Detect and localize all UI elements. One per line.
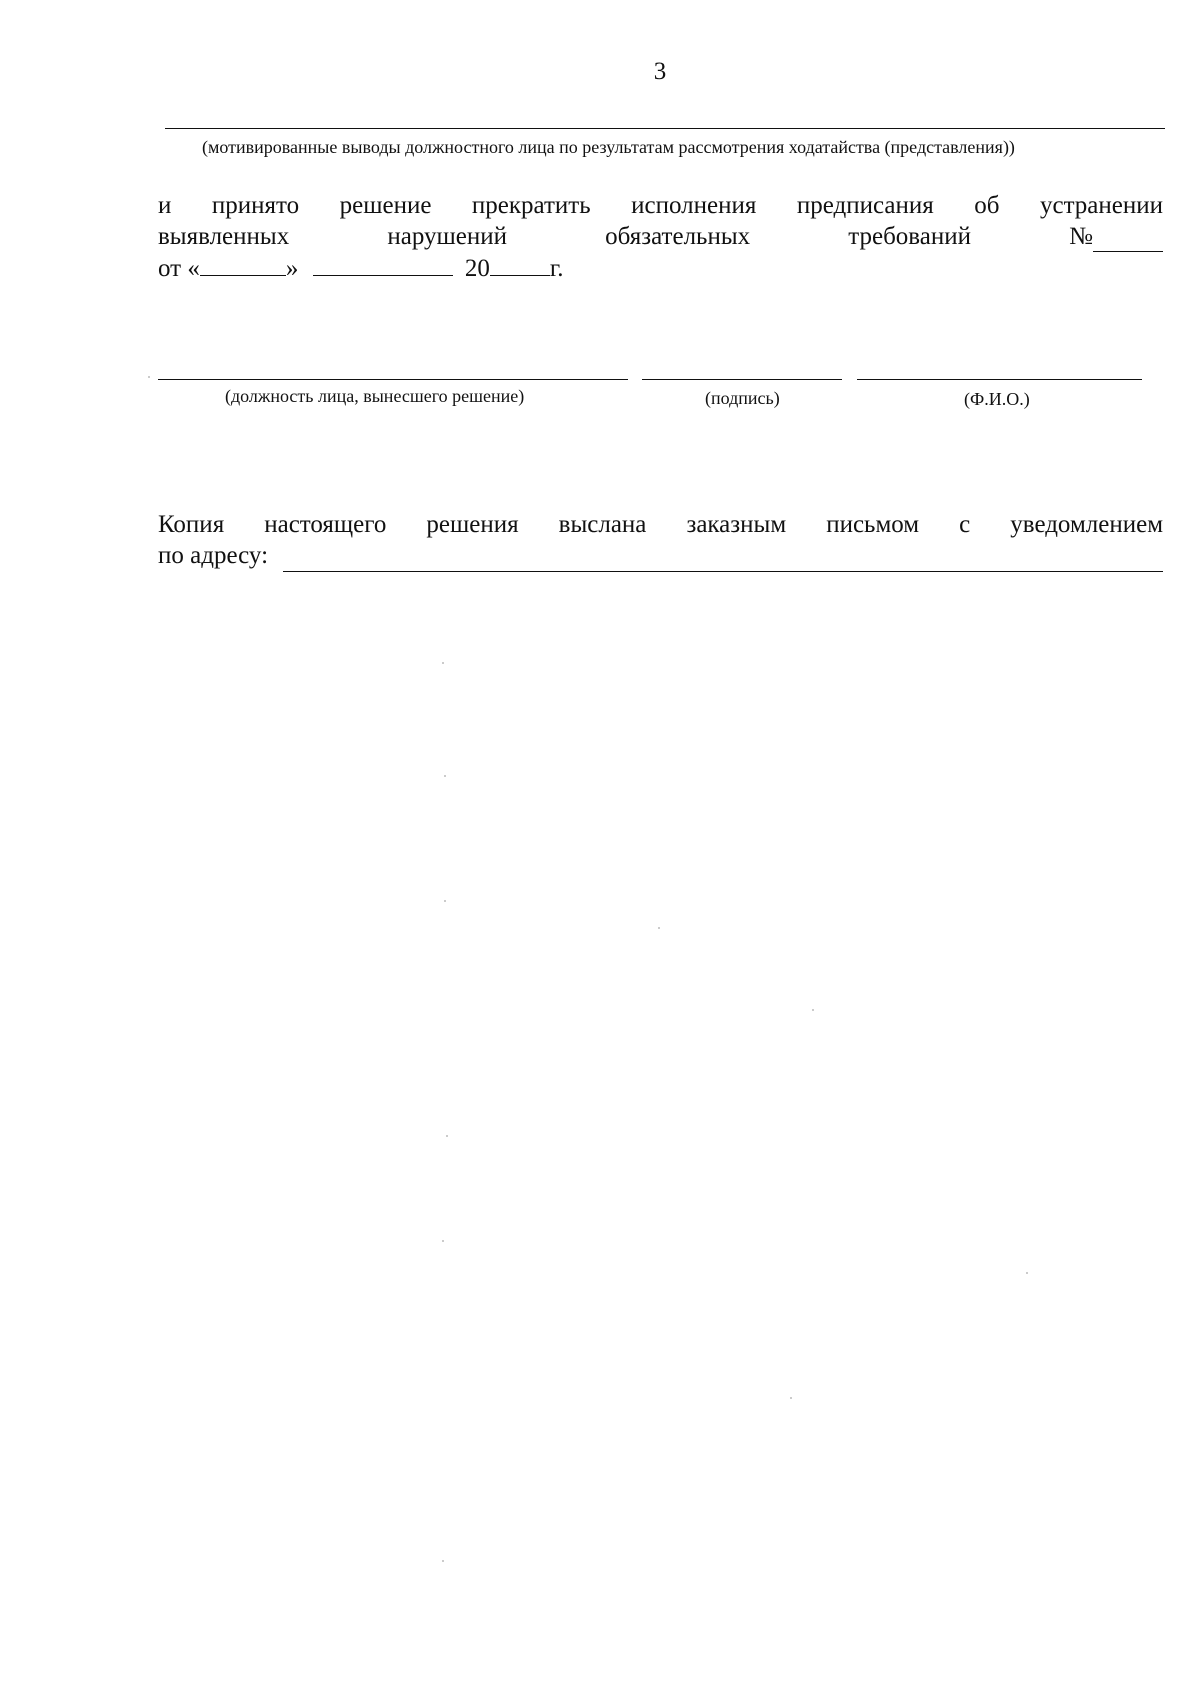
date-year-prefix: 20: [464, 255, 490, 282]
decision-word: решение: [339, 192, 432, 219]
date-prefix: от «: [158, 255, 200, 282]
copy-word: Копия: [158, 511, 225, 538]
decision-word: предписания: [796, 192, 934, 219]
prescription-number-field[interactable]: [1093, 229, 1163, 252]
address-field[interactable]: [283, 549, 1163, 572]
scan-speck: [812, 1009, 814, 1011]
conclusions-caption: (мотивированные выводы должностного лица по результатам рассмотрения ходатайства (представления)): [202, 137, 1015, 157]
date-year-suffix: г.: [549, 255, 564, 282]
position-fill-line[interactable]: [158, 379, 628, 380]
date-month-field[interactable]: [313, 253, 453, 276]
page-number: 3: [653, 58, 667, 85]
scan-speck: [444, 775, 446, 777]
decision-word: обязательных: [605, 223, 751, 250]
scan-speck: [444, 900, 446, 902]
date-quote-close: »: [285, 255, 299, 282]
scan-speck: [1026, 1272, 1028, 1274]
decision-word: об: [974, 192, 1000, 219]
number-sign: №: [1069, 223, 1093, 250]
decision-word: исполнения: [631, 192, 757, 219]
decision-word: устранении: [1039, 192, 1163, 219]
decision-word: нарушений: [387, 223, 507, 250]
copy-word: уведомлением: [1010, 511, 1163, 538]
decision-word: принято: [211, 192, 300, 219]
scan-speck: [442, 1560, 444, 1562]
copy-word: заказным: [686, 511, 787, 538]
name-caption: (Ф.И.О.): [964, 389, 1030, 409]
scan-speck: [790, 1397, 792, 1399]
position-caption: (должность лица, вынесшего решение): [225, 386, 525, 406]
decision-word: выявленных: [158, 223, 290, 250]
copy-line-2: [158, 541, 268, 571]
copy-word: с: [959, 511, 971, 538]
scan-speck: [446, 1135, 448, 1137]
scan-speck: [442, 662, 444, 664]
conclusions-fill-line[interactable]: [165, 128, 1165, 129]
name-fill-line[interactable]: [857, 379, 1142, 380]
signature-caption: (подпись): [705, 388, 780, 408]
date-day-field[interactable]: [200, 253, 286, 276]
copy-word: настоящего: [264, 511, 387, 538]
copy-word: письмом: [826, 511, 920, 538]
decision-line-3: [158, 253, 564, 284]
scan-speck: [148, 376, 150, 378]
decision-line-1: [158, 191, 1163, 221]
copy-word: выслана: [558, 511, 647, 538]
decision-word: и: [158, 192, 172, 219]
scan-speck: [442, 1240, 444, 1242]
signature-fill-line[interactable]: [642, 379, 842, 380]
decision-line-2: [158, 222, 1093, 252]
scan-speck: [658, 927, 660, 929]
address-label: по адресу:: [158, 542, 269, 569]
copy-line-1: [158, 510, 1163, 540]
date-year-field[interactable]: [490, 253, 550, 276]
decision-word: прекратить: [471, 192, 591, 219]
copy-word: решения: [426, 511, 519, 538]
decision-word: требований: [848, 223, 972, 250]
